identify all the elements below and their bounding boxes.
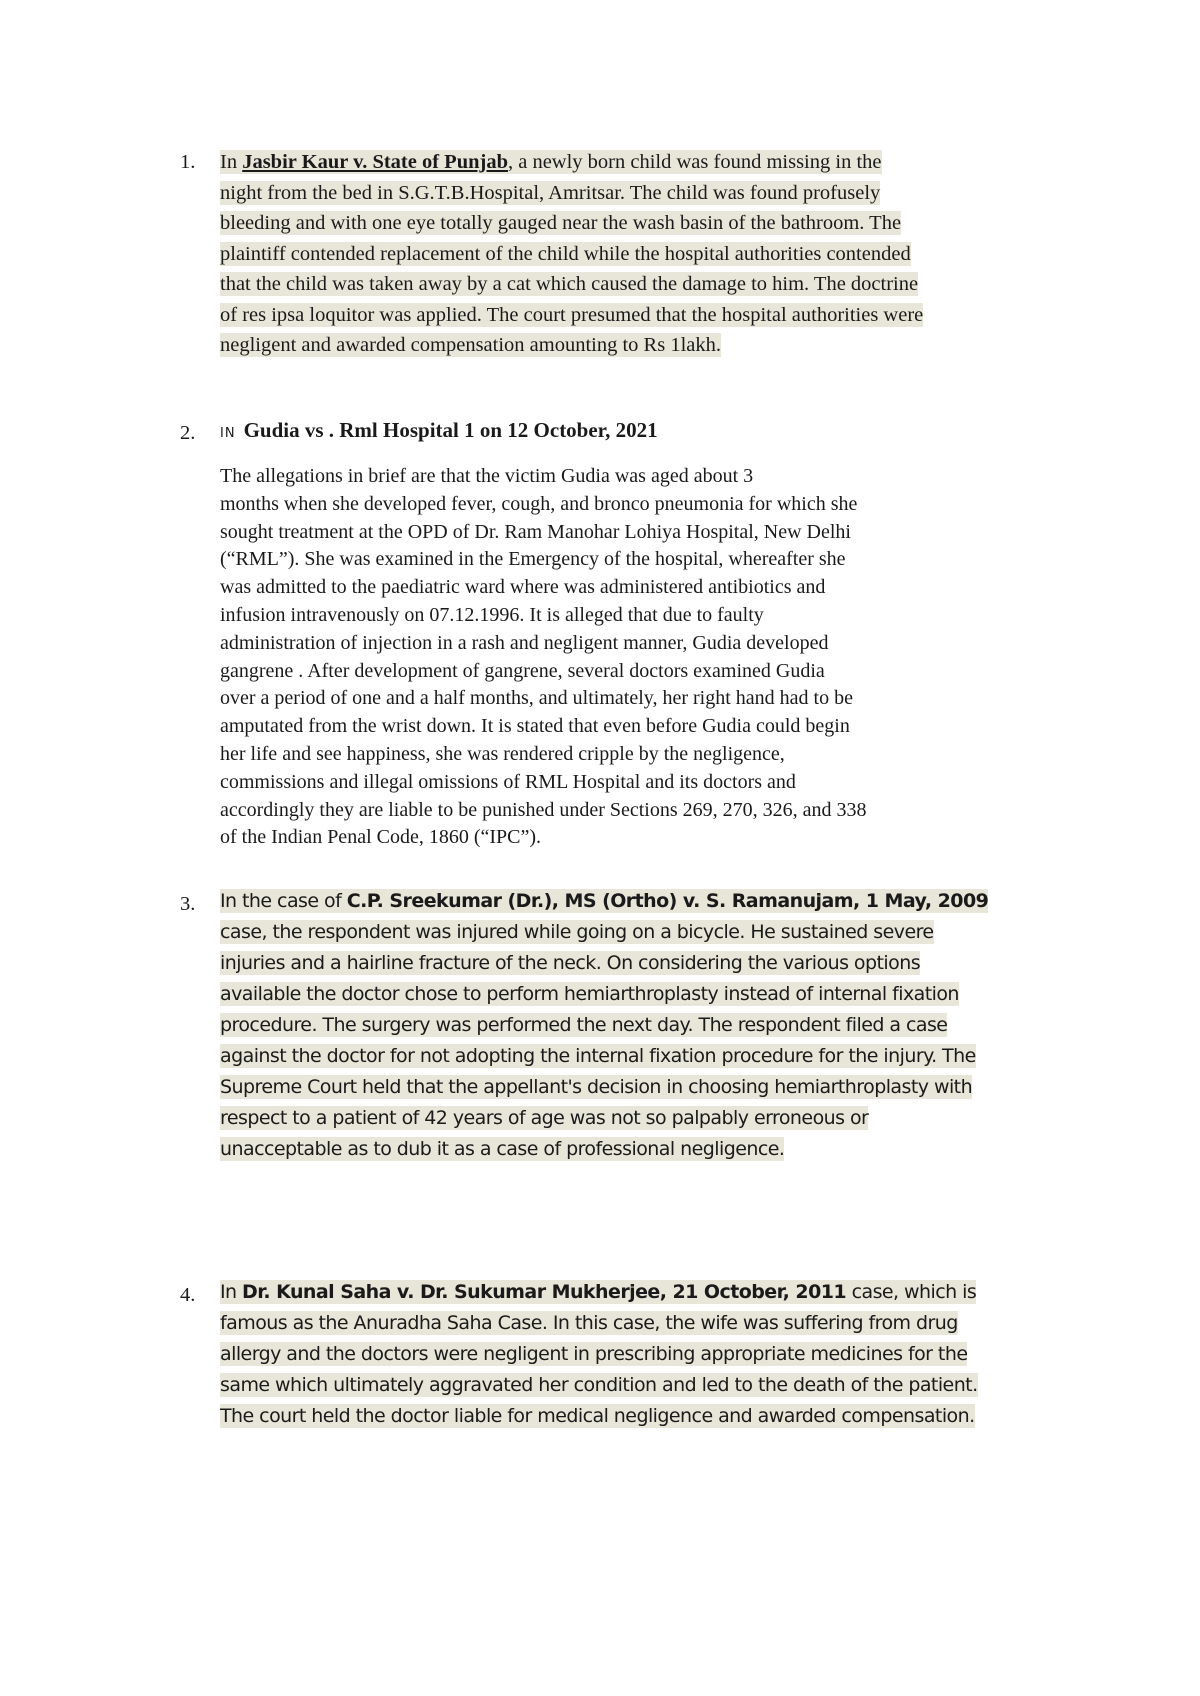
case-title: Dr. Kunal Saha v. Dr. Sukumar Mukherjee, 21 October, 2011 bbox=[242, 1281, 847, 1303]
list-number: 4. bbox=[180, 1284, 196, 1306]
text-line: case, the respondent was injured while going on a bicycle. He sustained severe bbox=[220, 921, 934, 943]
item-text: In Jasbir Kaur v. State of Punjab, a newly born child was found missing in the night from the bed in S.G.T.B.Hospital, Amritsar. The child was found profusely bleeding and with one eye totally gauged near the wash basin of the bathroom. The plaintiff contended replacement of the child while the hospital authorities contended that the child was taken away by a cat which caused the damage to him. The doctrine of res ipsa loquitor was applied. The court presumed that the hospital authorities were negligent and awarded compensation amounting to Rs 1lakh. bbox=[220, 151, 924, 356]
text-line: administration of injection in a rash and negligent manner, Gudia developed bbox=[220, 631, 829, 654]
text-line: sought treatment at the OPD of Dr. Ram Manohar Lohiya Hospital, New Delhi bbox=[220, 520, 851, 543]
list-number: 3. bbox=[180, 893, 196, 915]
text-line: The court held the doctor liable for medical negligence and awarded compensation. bbox=[220, 1405, 975, 1427]
text-line: months when she developed fever, cough, and bronco pneumonia for which she bbox=[220, 492, 858, 515]
text-line: The allegations in brief are that the victim Gudia was aged about 3 bbox=[220, 465, 754, 487]
text-line: same which ultimately aggravated her condition and led to the death of the patient. bbox=[220, 1374, 978, 1396]
case-title: C.P. Sreekumar (Dr.), MS (Ortho) v. S. Ramanujam, 1 May, 2009 bbox=[346, 890, 989, 912]
text-line: (“RML”). She was examined in the Emergency of the hospital, whereafter she bbox=[220, 548, 846, 571]
text-line: gangrene . After development of gangrene, several doctors examined Gudia bbox=[220, 659, 825, 682]
text-line: unacceptable as to dub it as a case of professional negligence. bbox=[220, 1138, 785, 1160]
item-prefix: In the case of bbox=[220, 890, 347, 912]
list-number: 2. bbox=[180, 422, 196, 444]
item-text bbox=[220, 463, 867, 852]
text-line: amputated from the wrist down. It is stated that even before Gudia could begin bbox=[220, 715, 850, 738]
item-text: In Dr. Kunal Saha v. Dr. Sukumar Mukherjee, 21 October, 2011 case, which is famous as the Anuradha Saha Case. In this case, the wife was suffering from drug allergy and the doctors were negligent in prescribing appropriate medicines for the same which ultimately aggravated her condition and led to the death of the patient. The court held the doctor liable for medical negligence and awarded compensation. bbox=[220, 1281, 978, 1427]
text-line: was admitted to the paediatric ward where was administered antibiotics and bbox=[220, 576, 826, 599]
text-line: over a period of one and a half months, and ultimately, her right hand had to be bbox=[220, 687, 853, 710]
text-line: available the doctor chose to perform hemiarthroplasty instead of internal fixation bbox=[220, 983, 959, 1005]
text-line: allergy and the doctors were negligent in prescribing appropriate medicines for the bbox=[220, 1343, 968, 1365]
text-line: that the child was taken away by a cat which caused the damage to him. The doctrine bbox=[220, 273, 919, 295]
text-line: accordingly they are liable to be punished under Sections 269, 270, 326, and 338 bbox=[220, 798, 867, 821]
text-line: of the Indian Penal Code, 1860 (“IPC”). bbox=[220, 826, 542, 849]
text-line: infusion intravenously on 07.12.1996. It is alleged that due to faulty bbox=[220, 603, 764, 626]
text-line: against the doctor for not adopting the internal fixation procedure for the injury. The bbox=[220, 1045, 976, 1067]
case-title-link[interactable]: Jasbir Kaur v. State of Punjab bbox=[242, 151, 508, 173]
case-heading: Gudia vs . Rml Hospital 1 on 12 October, 2021 bbox=[243, 418, 658, 442]
text-line: Supreme Court held that the appellant's decision in choosing hemiarthroplasty with bbox=[220, 1076, 973, 1098]
text-line: commissions and illegal omissions of RML Hospital and its doctors and bbox=[220, 770, 796, 793]
text-line: procedure. The surgery was performed the next day. The respondent filed a case bbox=[220, 1014, 948, 1036]
text-line: respect to a patient of 42 years of age was not so palpably erroneous or bbox=[220, 1107, 869, 1129]
item-prefix: In bbox=[220, 1281, 243, 1303]
item-text bbox=[220, 886, 988, 1165]
text-line: of res ipsa loquitor was applied. The court presumed that the hospital authorities were bbox=[220, 303, 924, 326]
text-line: bleeding and with one eye totally gauged near the wash basin of the bathroom. The bbox=[220, 212, 902, 234]
text-line: night from the bed in S.G.T.B.Hospital, Amritsar. The child was found profusely bbox=[220, 181, 881, 204]
text-line: famous as the Anuradha Saha Case. In this case, the wife was suffering from drug bbox=[220, 1312, 958, 1334]
item-prefix: IN bbox=[220, 426, 236, 441]
text-line: plaintiff contended replacement of the child while the hospital authorities contended bbox=[220, 242, 911, 265]
item-heading bbox=[220, 418, 658, 443]
text-line: injuries and a hairline fracture of the neck. On considering the various options bbox=[220, 952, 921, 974]
text-line: her life and see happiness, she was rendered cripple by the negligence, bbox=[220, 742, 785, 765]
list-number: 1. bbox=[180, 151, 196, 173]
text-line: negligent and awarded compensation amounting to Rs 1lakh. bbox=[220, 334, 721, 356]
item-prefix: In bbox=[220, 151, 243, 173]
